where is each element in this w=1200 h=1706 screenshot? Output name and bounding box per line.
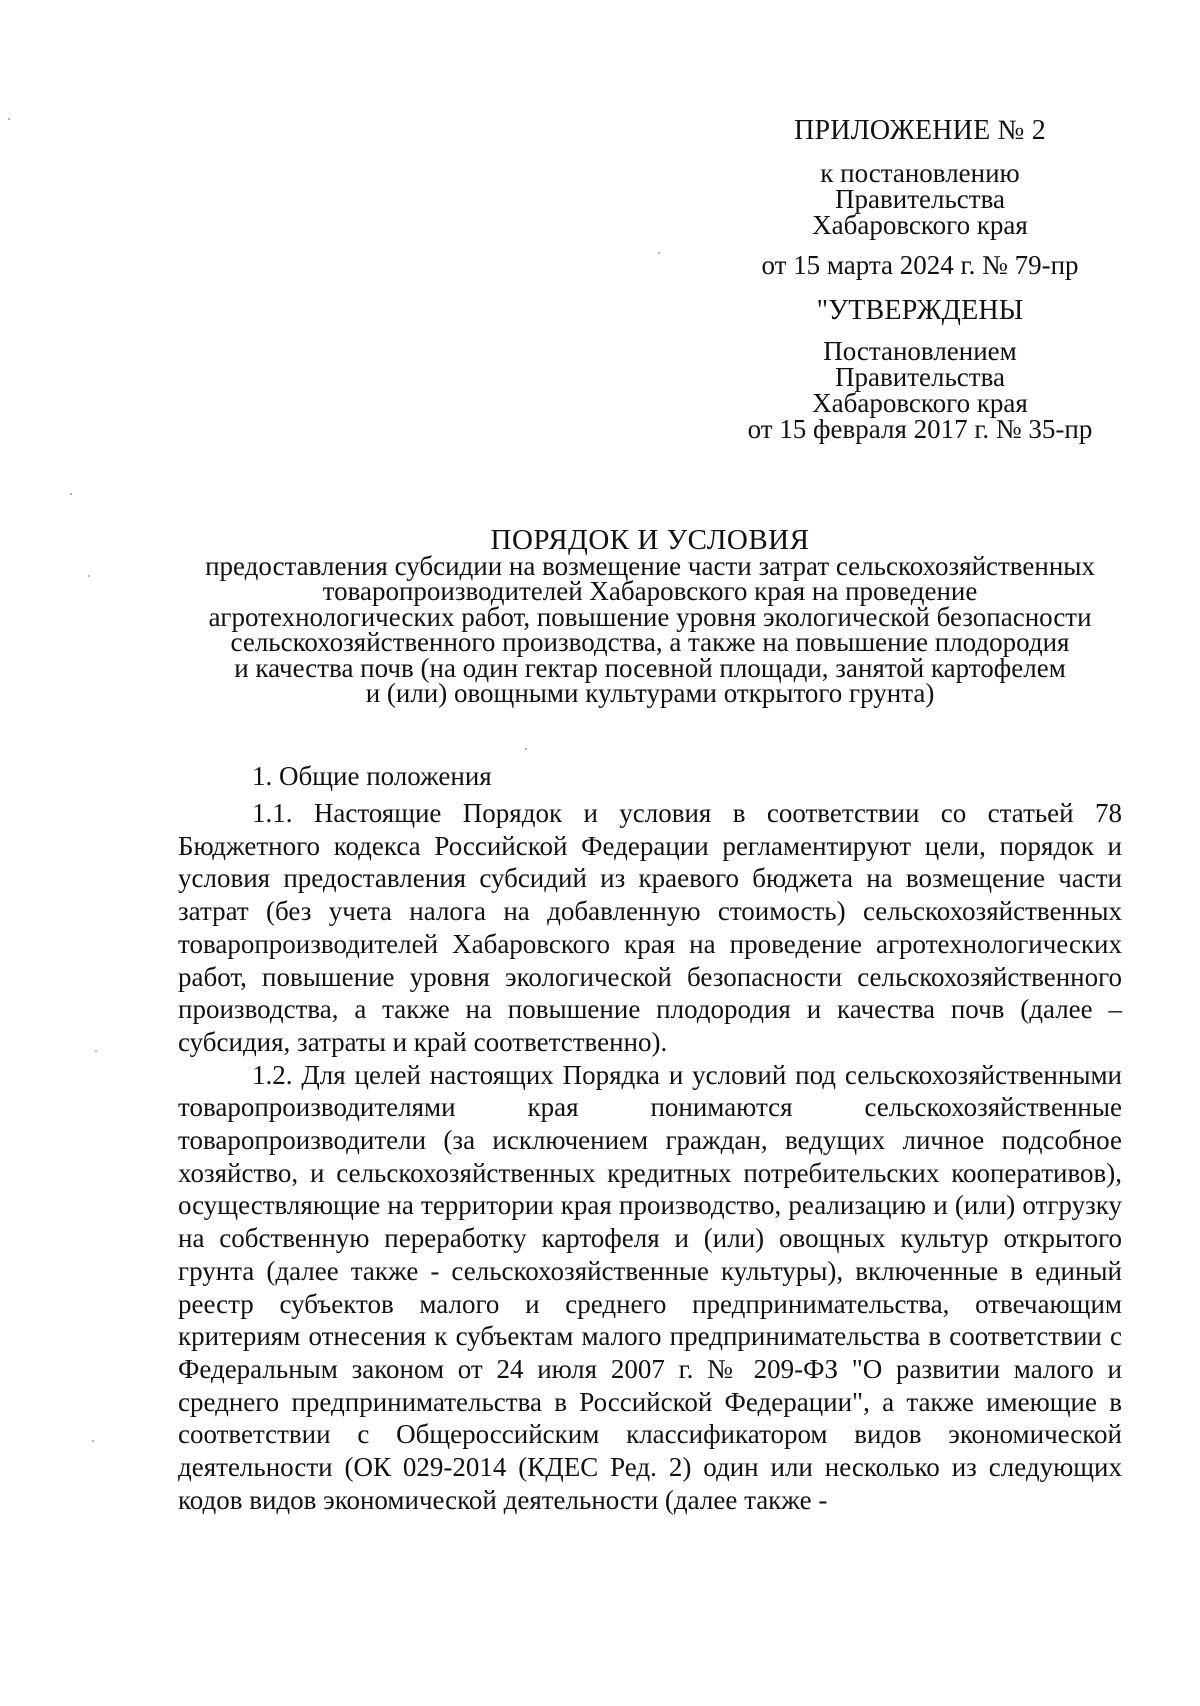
appendix-line: Хабаровского края: [812, 210, 1028, 240]
document-title-line: сельскохозяйственного производства, а также на повышение плодородия: [230, 627, 1070, 657]
approved-title: "УТВЕРЖДЕНЫ: [816, 295, 1024, 326]
document-title-line: предоставления субсидии на возмещение части затрат сельскохозяйственных: [205, 550, 1095, 581]
document-title-main: ПОРЯДОК И УСЛОВИЯ: [490, 524, 810, 556]
scan-speck: [70, 493, 72, 495]
scan-speck: [92, 1440, 94, 1442]
paragraph-1-1: 1.1. Настоящие Порядок и условия в соответствии со статьей 78 Бюджетного кодекса Российской Федерации регламентируют цели, порядок и условия предоставления субсидий из краевого бюджета на возмещение части затрат (без учета налога на добавленную стоимость) сельскохозяйственных товаропроизводителей Хабаровского края на проведение агротехнологических работ, повышение уровня экологической безопасности сельскохозяйственного производства, а также на повышение плодородия и качества почв (далее – субсидия, затраты и край соответственно).: [178, 798, 1122, 1057]
scan-speck: [95, 1050, 97, 1052]
paragraph-1-2: 1.2. Для целей настоящих Порядка и условий под сельскохозяйственными товаропроизводителями края понимаются сельскохозяйственные товаропроизводители (за исключением граждан, ведущих личное подсобное хозяйство, и сельскохозяйственных кредитных потребительских кооперативов), осуществляющие на территории края производство, реализацию и (или) отгрузку на собственную переработку картофеля и (или) овощных культур открытого грунта (далее также - сельскохозяйственные культуры), включенные в единый реестр субъектов малого и среднего предпринимательства, отвечающим критериям отнесения к субъектам малого предпринимательства в соответствии с Федеральным законом от 24 июля 2007 г. № 209-ФЗ "О развитии малого и среднего предпринимательства в Российской Федерации", а также имеющие в соответствии с Общероссийским классификатором видов экономической деятельности (ОК 029-2014 (КДЕС Ред. 2) один или несколько из следующих кодов видов экономической деятельности (далее также -: [178, 1059, 1122, 1515]
document-title-line: агротехнологических работ, повышение уровня экологической безопасности: [208, 601, 1092, 632]
approved-block: [730, 295, 1110, 444]
appendix-block: [730, 115, 1110, 280]
appendix-line: Правительства: [835, 184, 1005, 214]
scan-speck: [8, 118, 10, 120]
section-body: [178, 797, 1122, 1516]
section-heading: 1. Общие положения: [252, 761, 492, 791]
appendix-line: к постановлению: [820, 158, 1020, 188]
document-title: [170, 524, 1130, 708]
approved-line: Правительства: [835, 362, 1005, 392]
approved-date: от 15 февраля 2017 г. № 35-пр: [747, 414, 1093, 444]
document-title-line: товаропроизводителей Хабаровского края на проведение: [322, 576, 978, 606]
document-title-line: и (или) овощными культурами открытого грунта): [365, 678, 935, 708]
document-title-line: и качества почв (на один гектар посевной площади, занятой картофелем: [234, 652, 1066, 683]
scan-speck: [525, 748, 527, 750]
approved-line: Хабаровского края: [812, 388, 1028, 418]
scan-speck: [88, 575, 90, 577]
scan-speck: [658, 252, 660, 254]
approved-line: Постановлением: [823, 336, 1017, 366]
appendix-title: ПРИЛОЖЕНИЕ № 2: [794, 115, 1046, 146]
appendix-date: от 15 марта 2024 г. № 79-пр: [761, 250, 1079, 280]
